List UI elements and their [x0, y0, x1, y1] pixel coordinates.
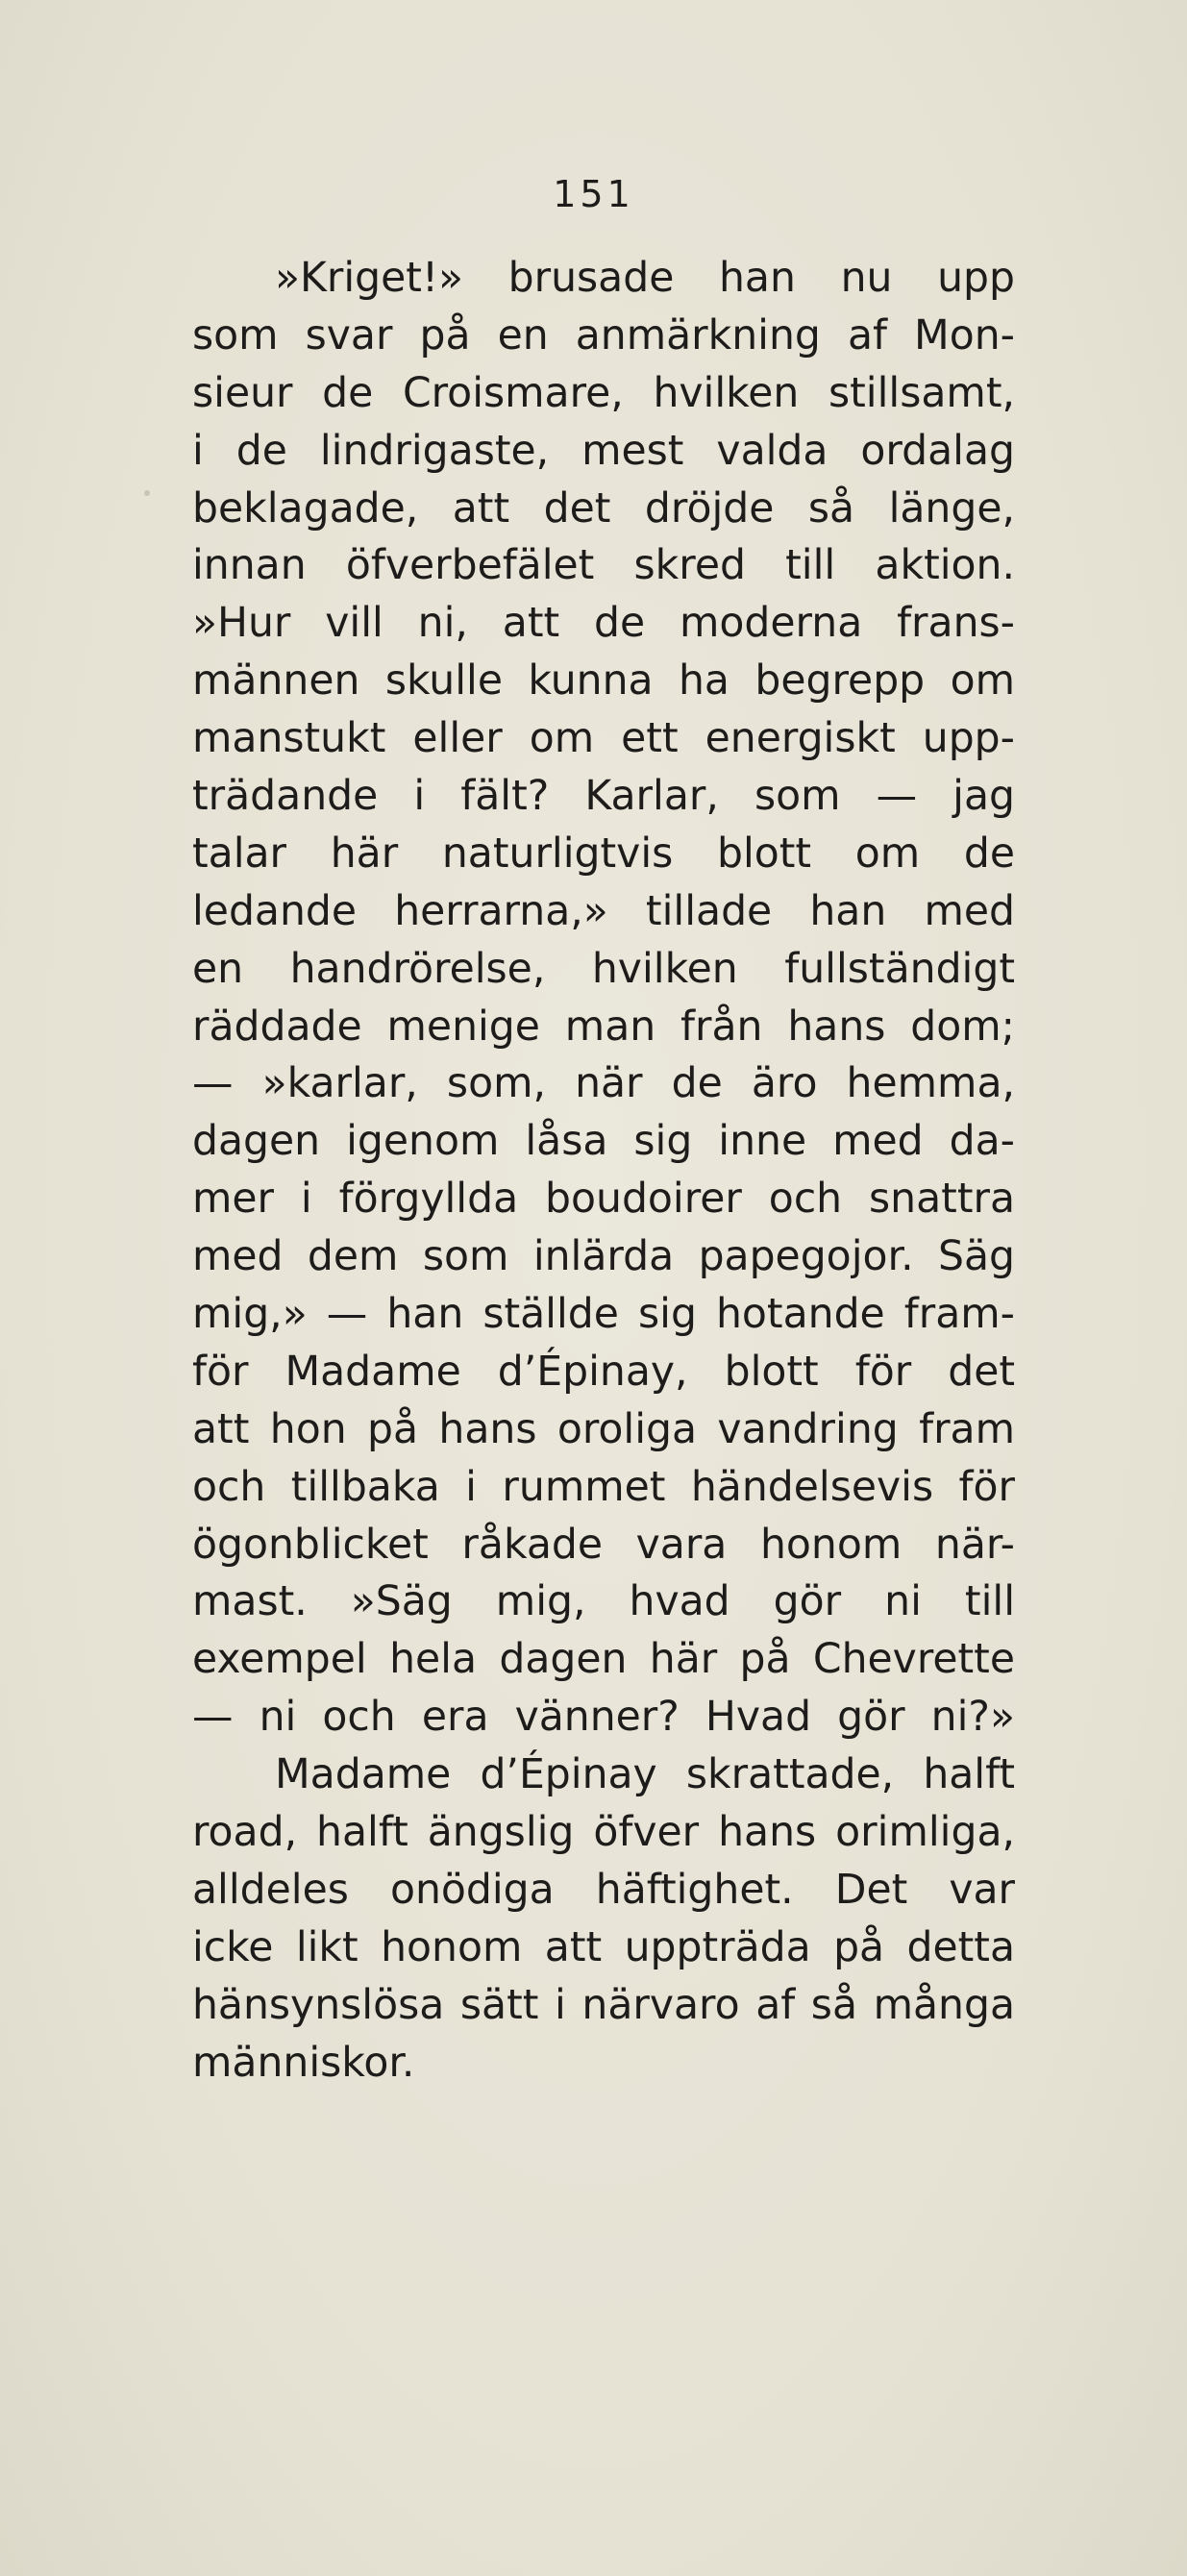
text-line: för Madame d’Épinay, blott för det	[192, 1348, 1015, 1396]
text-line: — ni och era vänner? Hvad gör ni?»	[192, 1694, 1015, 1742]
text-line: »Kriget!» brusade han nu upp	[275, 255, 1015, 302]
text-line: hänsynslösa sätt i närvaro af så många	[192, 1981, 1015, 2029]
text-line: Madame d’Épinay skrattade, halft	[275, 1751, 1015, 1799]
paper-speck	[144, 490, 150, 496]
text-line: beklagade, att det dröjde så länge,	[192, 484, 1015, 533]
text-line: att hon på hans oroliga vandring fram	[192, 1405, 1015, 1453]
text-line: ledande herrarna,» tillade han med	[192, 887, 1015, 935]
text-line: »Hur vill ni, att de moderna frans-	[192, 600, 1015, 648]
text-line: mig,» — han ställde sig hotande fram-	[192, 1291, 1015, 1339]
text-line: innan öfverbefälet skred till aktion.	[192, 542, 1015, 590]
text-line: icke likt honom att uppträda på detta	[192, 1923, 1015, 1971]
text-line: alldeles onödiga häftighet. Det var	[192, 1866, 1015, 1914]
body-text	[192, 250, 1015, 2093]
text-line: mer i förgyllda boudoirer och snattra	[192, 1176, 1015, 1224]
text-line: en handrörelse, hvilken fullständigt	[192, 945, 1015, 993]
text-line: — »karlar, som, när de äro hemma,	[192, 1060, 1015, 1108]
text-line: sieur de Croismare, hvilken stillsamt,	[192, 369, 1015, 417]
text-line: exempel hela dagen här på Chevrette	[192, 1636, 1015, 1684]
page-number: 151	[553, 173, 634, 215]
text-line: trädande i fält? Karlar, som — jag	[192, 773, 1015, 821]
text-line: männen skulle kunna ha begrepp om	[192, 657, 1015, 706]
text-line: i de lindrigaste, mest valda ordalag	[192, 427, 1015, 475]
text-line: mast. »Säg mig, hvad gör ni till	[192, 1578, 1015, 1626]
text-line: som svar på en anmärkning af Mon-	[192, 311, 1015, 359]
text-line: människor.	[192, 2039, 415, 2087]
text-line: talar här naturligtvis blott om de	[192, 830, 1015, 878]
text-line: räddade menige man från hans dom;	[192, 1003, 1015, 1051]
text-line: med dem som inlärda papegojor. Säg	[192, 1233, 1015, 1281]
text-line: och tillbaka i rummet händelsevis för	[192, 1463, 1015, 1511]
text-line: ögonblicket råkade vara honom när-	[192, 1521, 1015, 1569]
text-line: dagen igenom låsa sig inne med da-	[192, 1118, 1015, 1166]
text-line: road, halft ängslig öfver hans orimliga,	[192, 1809, 1015, 1857]
text-line: manstukt eller om ett energiskt upp-	[192, 715, 1015, 763]
